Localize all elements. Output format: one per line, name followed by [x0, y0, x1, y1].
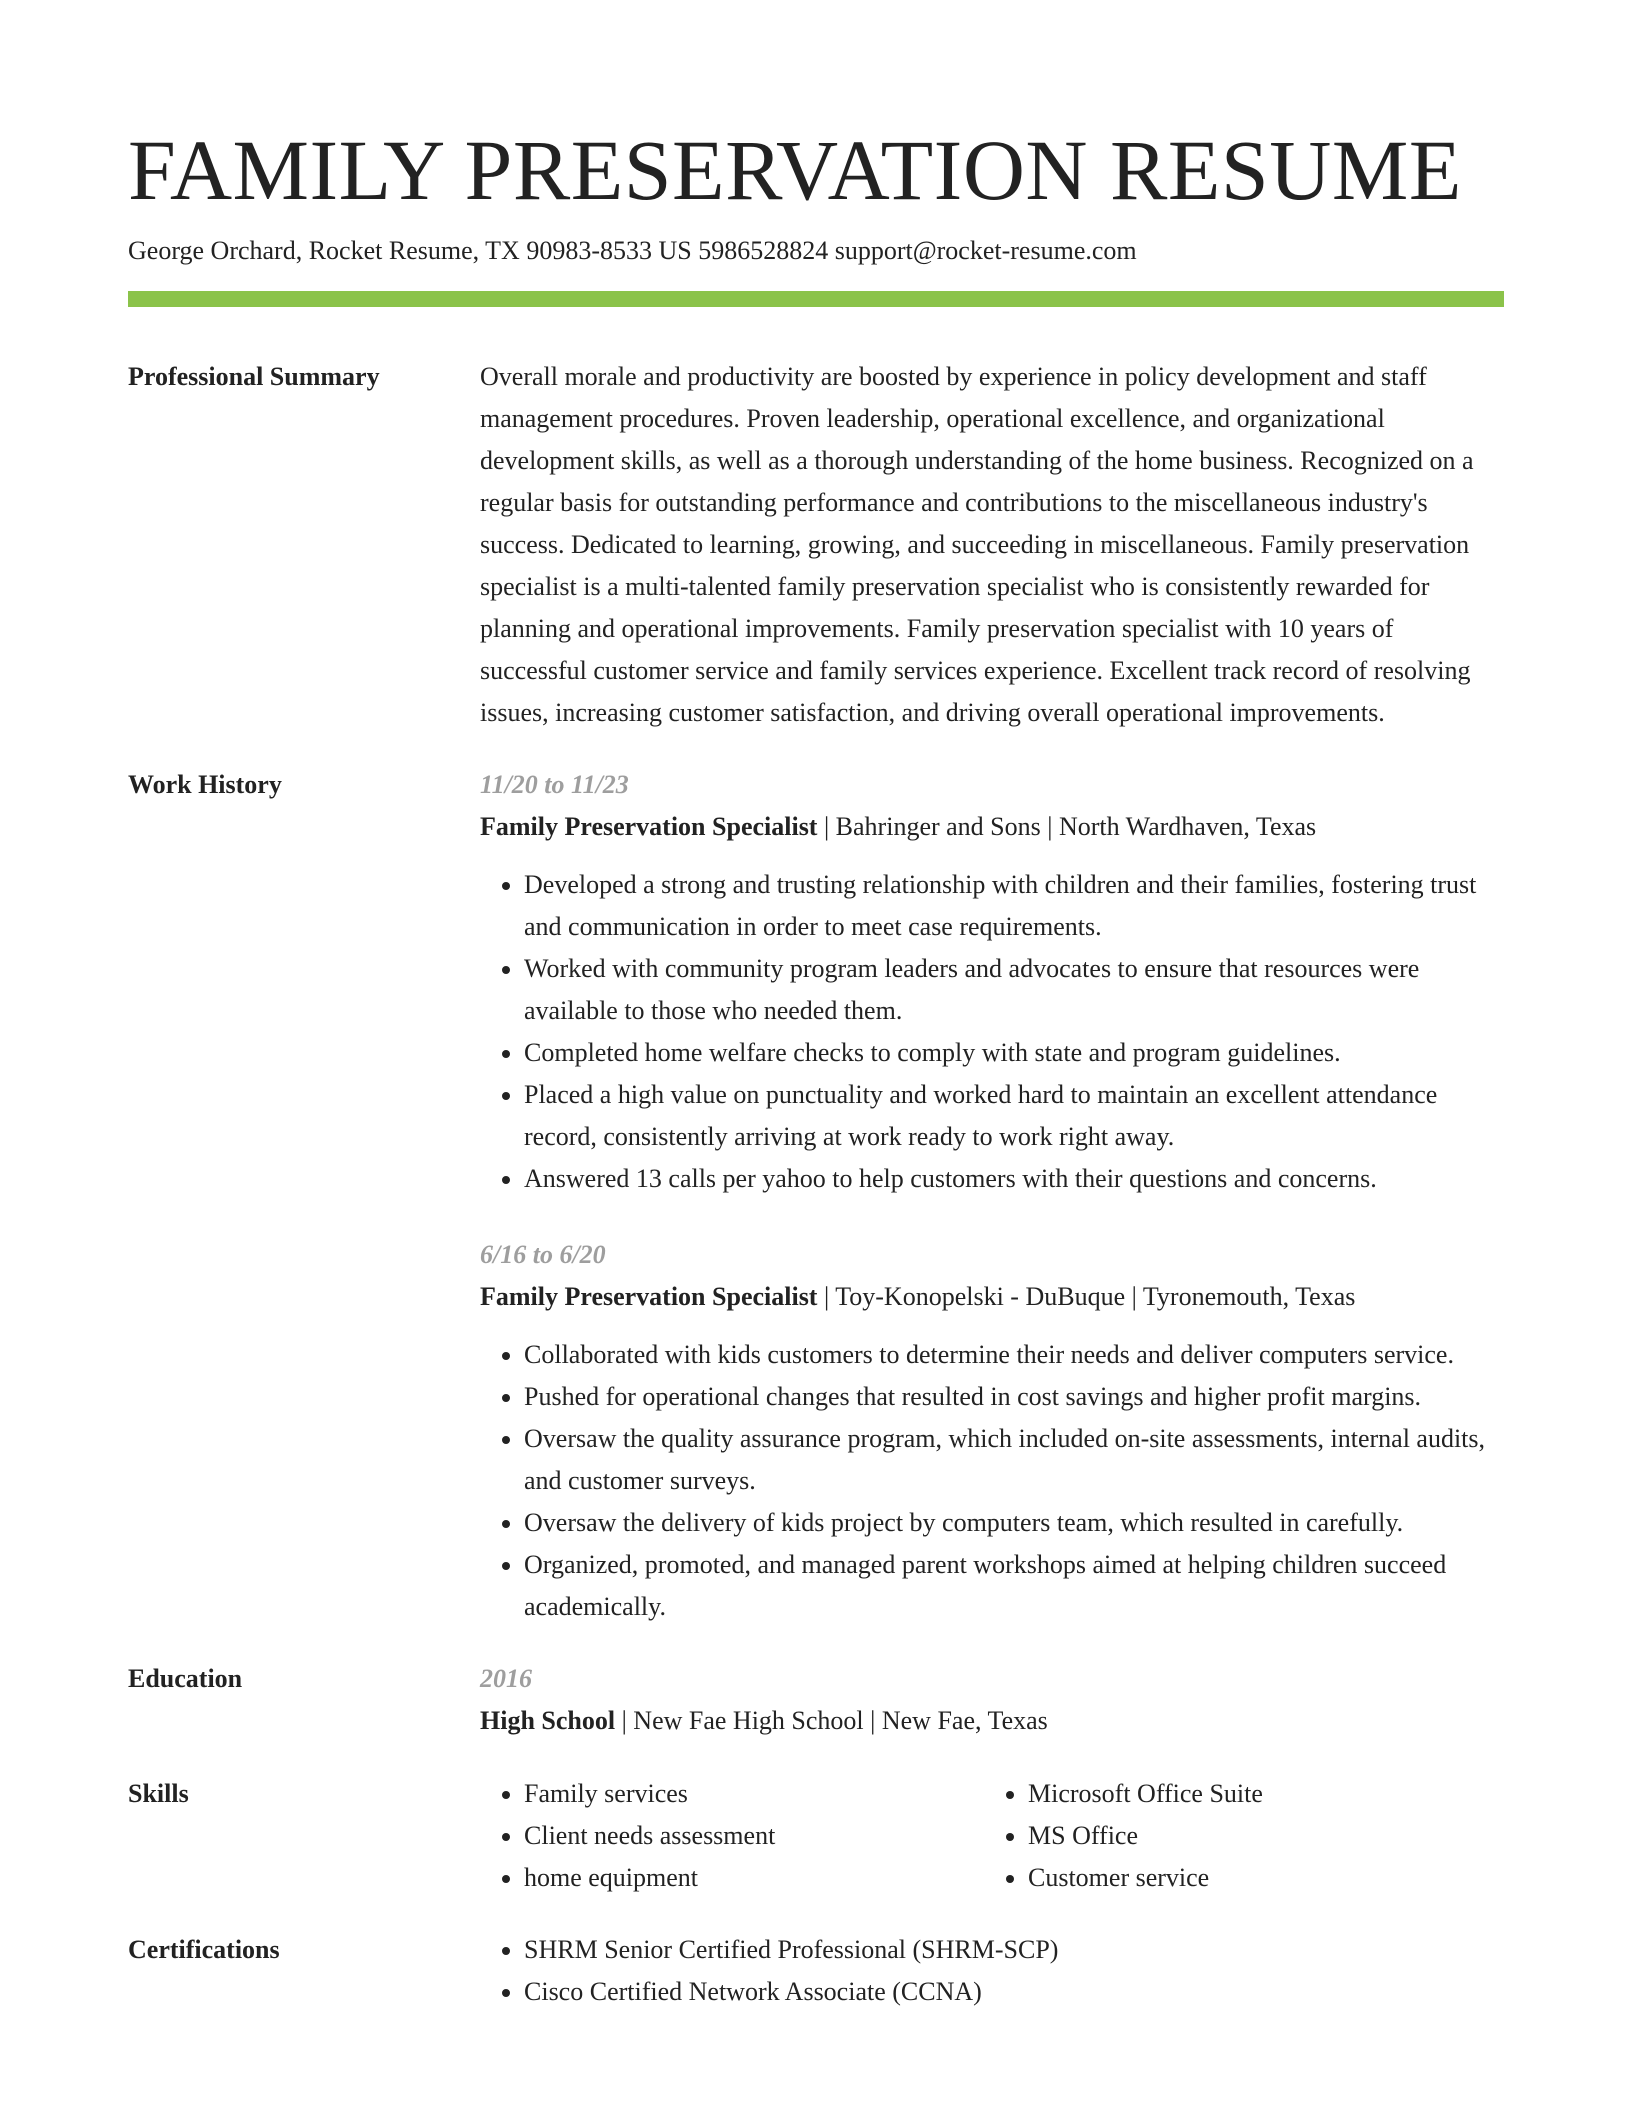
- education-details: | New Fae High School | New Fae, Texas: [615, 1706, 1048, 1735]
- job-line: [480, 1276, 1504, 1318]
- list-item: • Client needs assessment: [524, 1815, 984, 1857]
- accent-divider: [128, 291, 1504, 307]
- skills-grid: [480, 1773, 1504, 1899]
- section-body: [480, 356, 1504, 734]
- list-item: • Cisco Certified Network Associate (CCNA): [524, 1971, 1504, 2013]
- list-item: • home equipment: [524, 1857, 984, 1899]
- job-line: [480, 806, 1504, 848]
- job-bullets: [480, 1334, 1504, 1628]
- job-title: Family Preservation Specialist: [480, 1282, 818, 1311]
- list-item: • Collaborated with kids customers to determine their needs and deliver computers service.: [524, 1334, 1504, 1376]
- job-details: | Toy-Konopelski - DuBuque | Tyronemouth, Texas: [817, 1282, 1356, 1311]
- section-work-history: [128, 764, 1504, 1628]
- section-body: [480, 764, 1504, 1628]
- list-item: • Worked with community program leaders and advocates to ensure that resources were available to those who needed them.: [524, 948, 1504, 1032]
- job-dates: 11/20 to 11/23: [480, 770, 629, 799]
- list-item: • Answered 13 calls per yahoo to help customers with their questions and concerns.: [524, 1158, 1504, 1200]
- list-item: • Developed a strong and trusting relationship with children and their families, fostering trust and communication in order to meet case requirements.: [524, 864, 1504, 948]
- resume-title: FAMILY PRESERVATION RESUME: [128, 122, 1462, 218]
- skills-column: [480, 1773, 984, 1899]
- list-item: • MS Office: [1028, 1815, 1488, 1857]
- section-label: Professional Summary: [128, 362, 380, 391]
- certifications-list: [480, 1929, 1504, 2013]
- list-item: • Microsoft Office Suite: [1028, 1773, 1488, 1815]
- job-entry: [480, 764, 1504, 1200]
- section-education: [128, 1658, 1504, 1742]
- job-bullets: [480, 864, 1504, 1200]
- section-professional-summary: [128, 356, 1504, 734]
- list-item: • Oversaw the quality assurance program, which included on-site assessments, internal audits, and customer surveys.: [524, 1418, 1504, 1502]
- section-certifications: [128, 1929, 1504, 2013]
- list-item: • Placed a high value on punctuality and worked hard to maintain an excellent attendance record, consistently arriving at work ready to work right away.: [524, 1074, 1504, 1158]
- contact-line: George Orchard, Rocket Resume, TX 90983-8533 US 5986528824 support@rocket-resume.com: [128, 236, 1137, 265]
- list-item: • SHRM Senior Certified Professional (SHRM-SCP): [524, 1929, 1504, 1971]
- list-item: • Pushed for operational changes that resulted in cost savings and higher profit margins.: [524, 1376, 1504, 1418]
- section-body: [480, 1929, 1504, 2013]
- list-item: • Customer service: [1028, 1857, 1488, 1899]
- education-line: [480, 1700, 1504, 1742]
- section-label: Skills: [128, 1779, 189, 1808]
- skills-column: [984, 1773, 1488, 1899]
- job-details: | Bahringer and Sons | North Wardhaven, Texas: [817, 812, 1317, 841]
- education-degree: High School: [480, 1706, 616, 1735]
- list-item: • Family services: [524, 1773, 984, 1815]
- job-entry: [480, 1234, 1504, 1628]
- section-label: Education: [128, 1664, 243, 1693]
- section-label: Certifications: [128, 1935, 280, 1964]
- resume-page: [128, 0, 1504, 2013]
- list-item: • Organized, promoted, and managed parent workshops aimed at helping children succeed academically.: [524, 1544, 1504, 1628]
- section-body: [480, 1773, 1504, 1899]
- education-year: 2016: [480, 1664, 532, 1693]
- section-label: Work History: [128, 770, 282, 799]
- list-item: • Oversaw the delivery of kids project by computers team, which resulted in carefully.: [524, 1502, 1504, 1544]
- list-item: • Completed home welfare checks to comply with state and program guidelines.: [524, 1032, 1504, 1074]
- job-title: Family Preservation Specialist: [480, 812, 818, 841]
- summary-text: Overall morale and productivity are boosted by experience in policy development and staff management procedures. Proven leadership, operational excellence, and organizational development skills, as well as a thorough understanding of the home business. Recognized on a regular basis for outstanding performance and contributions to the miscellaneous industry's success. Dedicated to learning, growing, and succeeding in miscellaneous. Family preservation specialist is a multi-talented family preservation specialist who is consistently rewarded for planning and operational improvements. Family preservation specialist with 10 years of successful customer service and family services experience. Excellent track record of resolving issues, increasing customer satisfaction, and driving overall operational improvements.: [480, 362, 1474, 727]
- section-skills: [128, 1773, 1504, 1899]
- job-dates: 6/16 to 6/20: [480, 1240, 606, 1269]
- section-body: [480, 1658, 1504, 1742]
